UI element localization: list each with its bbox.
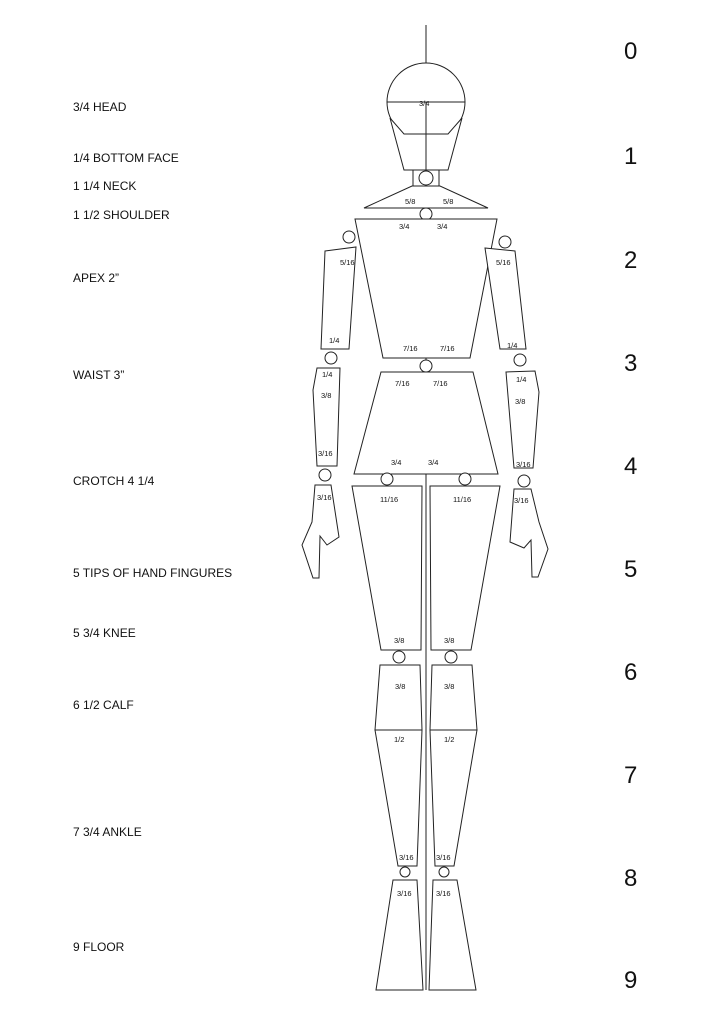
frac-waist-top-r: 7/16 [440,344,455,353]
frac-wrist-r: 3/16 [516,460,531,469]
frac-upper-arm-l: 5/16 [340,258,355,267]
frac-calf-top-r: 3/8 [444,682,455,691]
label-calf: 6 1/2 CALF [73,698,134,712]
frac-forearm-mid-l: 3/8 [321,391,332,400]
label-ankle: 7 3/4 ANKLE [73,825,142,839]
label-head: 3/4 HEAD [73,100,127,114]
shoulder-joint [420,208,432,220]
hip-joint-left [381,473,393,485]
head-unit-3: 3 [624,350,638,377]
frac-foot-r: 3/16 [436,889,451,898]
waist-joint [420,360,432,372]
frac-upper-arm-r: 5/16 [496,258,511,267]
neck-joint [419,171,433,185]
frac-hand-r: 3/16 [514,496,529,505]
label-crotch: CROTCH 4 1/4 [73,474,155,488]
label-bottom-face: 1/4 BOTTOM FACE [73,151,179,165]
frac-knee-l: 3/8 [394,636,405,645]
frac-shin-l: 1/2 [394,735,405,744]
label-apex: APEX 2” [73,271,120,285]
calf-upper-left [375,665,422,730]
frac-forearm-mid-r: 3/8 [515,397,526,406]
frac-hip-bottom-l: 3/4 [391,458,402,467]
label-neck: 1 1/4 NECK [73,179,137,193]
head-unit-2: 2 [624,247,638,274]
shoulder-block [364,186,488,208]
frac-thigh-l: 11/16 [380,495,399,504]
thigh-left [352,486,422,650]
forearm-right [506,371,539,468]
frac-head: 3/4 [419,99,430,108]
frac-ankle-l: 3/16 [399,853,414,862]
shin-right [430,730,477,866]
wrist-joint-left [319,469,331,481]
elbow-joint-left [325,352,337,364]
elbow-joint-right [514,354,526,366]
head-unit-7: 7 [624,762,638,789]
arm-shoulder-joint-right [499,236,511,248]
frac-elbow-l: 1/4 [329,336,340,345]
frac-shoulder-r: 5/8 [443,197,454,206]
knee-joint-left [393,651,405,663]
frac-knee-r: 3/8 [444,636,455,645]
frac-ankle-r: 3/16 [436,853,451,862]
hips [354,372,498,474]
frac-chest-l: 3/4 [399,222,410,231]
torso [355,219,497,358]
ankle-joint-left [400,867,410,877]
head-unit-1: 1 [624,143,638,170]
head-unit-9: 9 [624,967,638,994]
frac-shin-r: 1/2 [444,735,455,744]
hip-joint-right [459,473,471,485]
frac-foot-l: 3/16 [397,889,412,898]
head-unit-4: 4 [624,453,638,480]
arm-shoulder-joint-left [343,231,355,243]
label-floor: 9 FLOOR [73,940,125,954]
frac-waist-top-l: 7/16 [403,344,418,353]
label-knee: 5 3/4 KNEE [73,626,136,640]
frac-thigh-r: 11/16 [453,495,472,504]
frac-hand-l: 3/16 [317,493,332,502]
frac-shoulder-l: 5/8 [405,197,416,206]
head-unit-5: 5 [624,556,638,583]
frac-hip-top-r: 7/16 [433,379,448,388]
head-unit-8: 8 [624,865,638,892]
shin-left [375,730,422,866]
label-fingertips: 5 TIPS OF HAND FINGURES [73,566,233,580]
frac-calf-top-l: 3/8 [395,682,406,691]
frac-elbow-r: 1/4 [507,341,518,350]
frac-forearm-top-l: 1/4 [322,370,333,379]
frac-wrist-l: 3/16 [318,449,333,458]
head-unit-6: 6 [624,659,638,686]
knee-joint-right [445,651,457,663]
frac-hip-top-l: 7/16 [395,379,410,388]
wrist-joint-right [518,475,530,487]
ankle-joint-right [439,867,449,877]
head-unit-0: 0 [624,38,638,65]
calf-upper-right [430,665,477,730]
frac-chest-r: 3/4 [437,222,448,231]
frac-forearm-top-r: 1/4 [516,375,527,384]
thigh-right [430,486,500,650]
frac-hip-bottom-r: 3/4 [428,458,439,467]
label-waist: WAIST 3” [73,368,125,382]
label-shoulder: 1 1/2 SHOULDER [73,208,170,222]
